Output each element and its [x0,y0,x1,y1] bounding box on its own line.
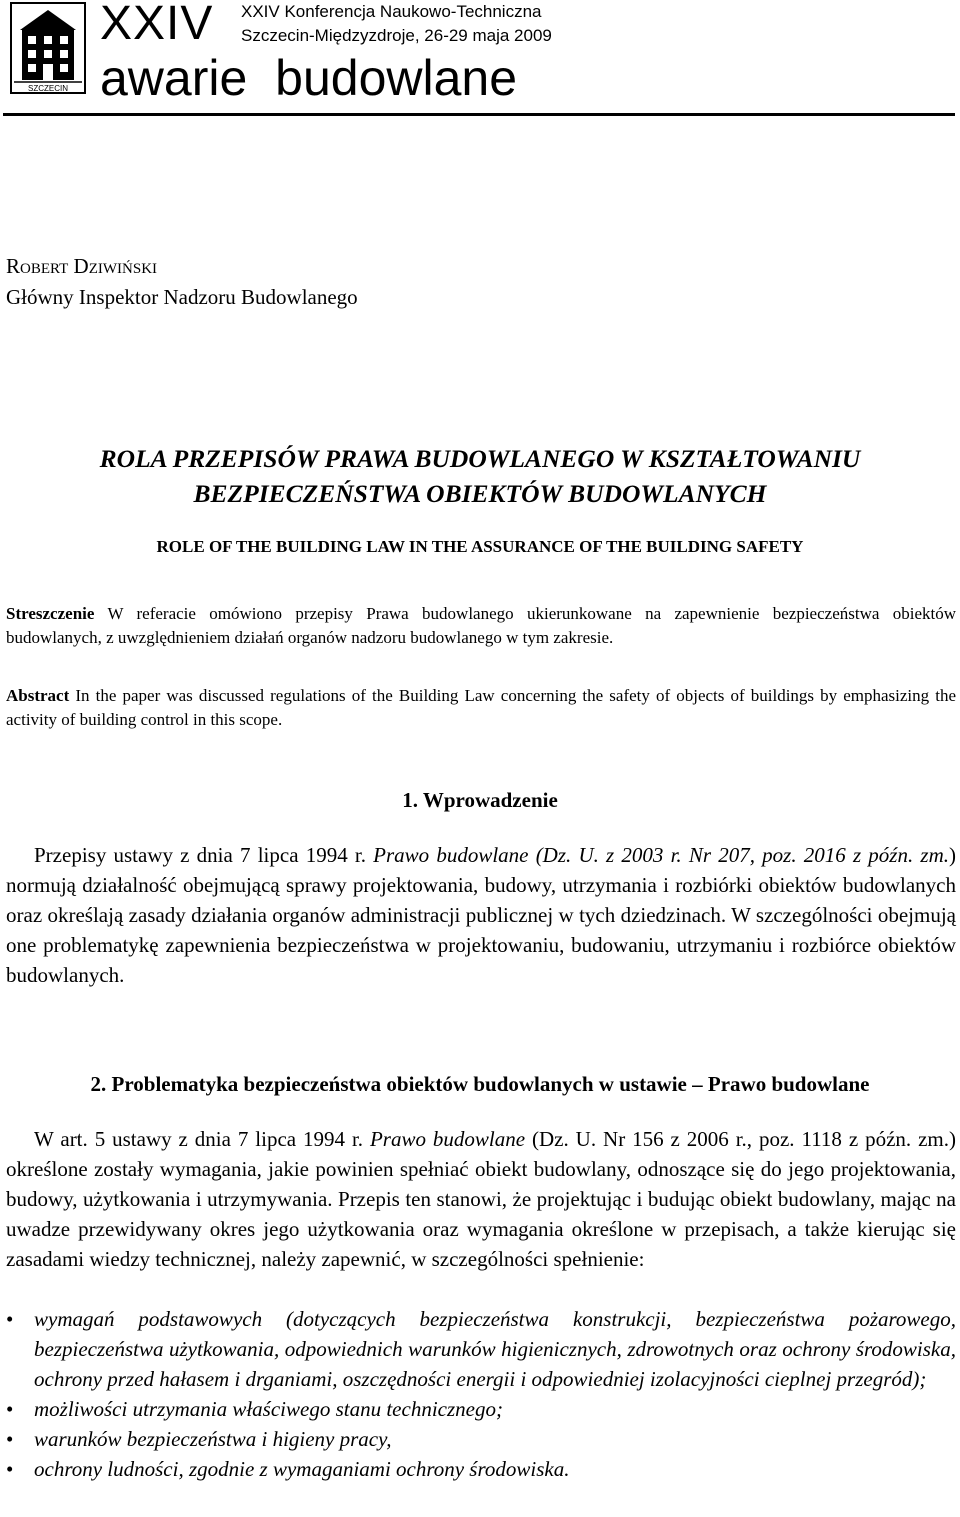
series-title: awarie budowlane [100,50,518,106]
requirements-list [6,1304,956,1484]
list-item: • warunków bezpieczeństwa i higieny pracy, [6,1424,956,1454]
section-2-heading: 2. Problematyka bezpieczeństwa obiektów budowlanych w ustawie – Prawo budowlane [90,1072,870,1096]
bullet-icon: • [6,1457,14,1481]
abstract-label: Abstract [6,686,70,705]
section-1-heading: 1. Wprowadzenie [402,788,558,812]
bullet-icon: • [6,1397,14,1421]
list-item: • możliwości utrzymania właściwego stanu technicznego; [6,1394,956,1424]
paper-title-line2: BEZPIECZEŃSTWA OBIEKTÓW BUDOWLANYCH [193,479,767,508]
paper-title-line1: ROLA PRZEPISÓW PRAWA BUDOWLANEGO W KSZTAŁTOWANIU [99,444,861,473]
streszczenie-label: Streszczenie [6,604,95,623]
author-affiliation: Główny Inspektor Nadzoru Budowlanego [6,285,358,309]
streszczenie [6,602,956,650]
author-name: ROBERT DZIWIŃSKI [6,254,158,278]
conference-header [0,0,960,120]
logo-text: SZCZECIN [28,84,68,93]
header-divider [3,113,955,116]
section-2-paragraph: W art. 5 ustawy z dnia 7 lipca 1994 r. Prawo budowlane (Dz. U. Nr 156 z 2006 r., poz. 1118 z późn. zm.) określone zostały wymagania, jakie powinien spełniać obiekt budowlany, odnoszące się do jego projektowania, budowy, użytkowania i utrzymywania. Przepis ten stanowi, że projektując i budując obiekt budowlany, mając na uwadze przewidywany okres jego użytkowania oraz wymagania określone w przepisach, a także kierując się zasadami wiedzy technicznej, należy zapewnić, w szczególności spełnienie: [6,1127,956,1271]
edition-number: XXIV [100,0,214,50]
list-item: • ochrony ludności, zgodnie z wymaganiami ochrony środowiska. [6,1454,956,1484]
conference-name: XXIV Konferencja Naukowo-Techniczna [241,2,542,21]
section-1-paragraph: Przepisy ustawy z dnia 7 lipca 1994 r. Prawo budowlane (Dz. U. z 2003 r. Nr 207, poz. 2016 z późn. zm.) normują działalność obejmującą sprawy projektowania, budowy, utrzymania i rozbiórki obiektów budowlanych oraz określają zasady działania organów administracji publicznej w tych dziedzinach. W szczególności obejmują one problematykę zapewnienia bezpieczeństwa w projektowaniu, budowaniu, utrzymaniu i rozbiórce obiektów budowlanych. [6,843,957,987]
abstract-text: In the paper was discussed regulations of the Building Law concerning the safety of objects of buildings by emphasizing the activity of building control in this scope. [6,686,957,729]
paper-title-english: ROLE OF THE BUILDING LAW IN THE ASSURANCE OF THE BUILDING SAFETY [156,537,804,556]
bullet-icon: • [6,1307,14,1331]
conference-place-date: Szczecin-Międzyzdroje, 26-29 maja 2009 [241,26,552,45]
streszczenie-text: W referacie omówiono przepisy Prawa budowlanego ukierunkowane na zapewnienie bezpieczeństwa obiektów budowlanych, z uwzględnieniem działań organów nadzoru budowlanego w tym zakresie. [6,604,956,647]
bullet-icon: • [6,1427,14,1451]
abstract [6,684,956,732]
list-item: • wymagań podstawowych (dotyczących bezpieczeństwa konstrukcji, bezpieczeństwa pożarowego, bezpieczeństwa użytkowania, odpowiednich warunków higienicznych, zdrowotnych oraz ochrony środowiska, ochrony przed hałasem i drganiami, oszczędności energii i odpowiedniej izolacyjności cieplnej przegród); [6,1304,956,1394]
building-icon [10,2,86,94]
